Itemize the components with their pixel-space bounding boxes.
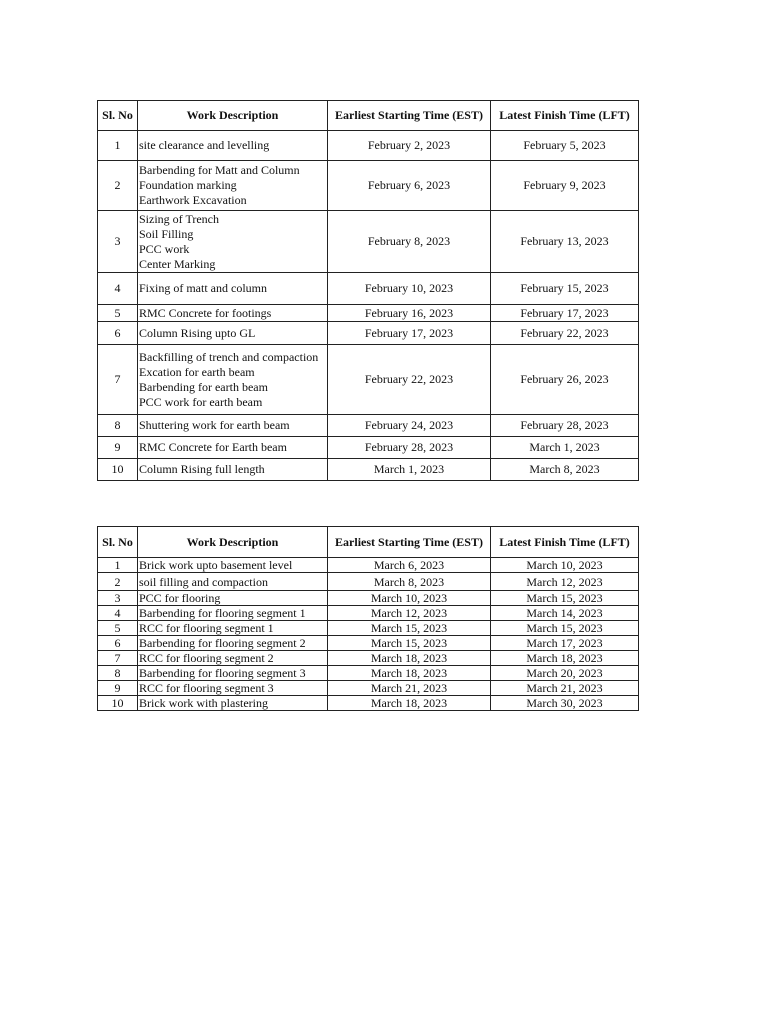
header-work-description: Work Description [138, 527, 328, 558]
work-description-cell: soil filling and compaction [138, 573, 328, 591]
est-cell: February 6, 2023 [328, 161, 491, 211]
table-row [98, 211, 639, 273]
est-cell: March 18, 2023 [328, 666, 491, 681]
lft-cell: March 21, 2023 [491, 681, 639, 696]
sl-no-cell: 2 [98, 161, 138, 211]
table-row [98, 273, 639, 305]
sl-no-cell: 2 [98, 573, 138, 591]
table-row [98, 558, 639, 573]
lft-cell: February 5, 2023 [491, 131, 639, 161]
table-row [98, 621, 639, 636]
header-work-description: Work Description [138, 101, 328, 131]
est-cell: February 10, 2023 [328, 273, 491, 305]
est-cell: March 6, 2023 [328, 558, 491, 573]
work-description-cell: RMC Concrete for footings [138, 305, 328, 322]
work-description-cell: RCC for flooring segment 2 [138, 651, 328, 666]
sl-no-cell: 10 [98, 459, 138, 481]
lft-cell: March 20, 2023 [491, 666, 639, 681]
work-description-cell: Barbending for flooring segment 2 [138, 636, 328, 651]
table-row [98, 131, 639, 161]
sl-no-cell: 9 [98, 437, 138, 459]
lft-cell: March 12, 2023 [491, 573, 639, 591]
work-description-cell: Fixing of matt and column [138, 273, 328, 305]
table-row [98, 651, 639, 666]
est-cell: February 8, 2023 [328, 211, 491, 273]
lft-cell: March 17, 2023 [491, 636, 639, 651]
header-sl-no: Sl. No [98, 527, 138, 558]
work-description-cell: RCC for flooring segment 3 [138, 681, 328, 696]
est-cell: February 2, 2023 [328, 131, 491, 161]
est-cell: March 21, 2023 [328, 681, 491, 696]
lft-cell: February 26, 2023 [491, 345, 639, 415]
lft-cell: February 22, 2023 [491, 322, 639, 345]
lft-cell: February 17, 2023 [491, 305, 639, 322]
sl-no-cell: 3 [98, 211, 138, 273]
work-description-cell: RMC Concrete for Earth beam [138, 437, 328, 459]
sl-no-cell: 7 [98, 345, 138, 415]
est-cell: March 10, 2023 [328, 591, 491, 606]
table-row [98, 606, 639, 621]
work-description-cell: RCC for flooring segment 1 [138, 621, 328, 636]
est-cell: February 22, 2023 [328, 345, 491, 415]
lft-cell: March 15, 2023 [491, 621, 639, 636]
sl-no-cell: 6 [98, 322, 138, 345]
header-est: Earliest Starting Time (EST) [328, 527, 491, 558]
est-cell: February 28, 2023 [328, 437, 491, 459]
lft-cell: February 15, 2023 [491, 273, 639, 305]
table-row [98, 345, 639, 415]
work-description-cell: Barbending for flooring segment 3 [138, 666, 328, 681]
lft-cell: March 30, 2023 [491, 696, 639, 711]
est-cell: February 17, 2023 [328, 322, 491, 345]
sl-no-cell: 4 [98, 273, 138, 305]
header-lft: Latest Finish Time (LFT) [491, 101, 639, 131]
sl-no-cell: 3 [98, 591, 138, 606]
lft-cell: February 13, 2023 [491, 211, 639, 273]
est-cell: March 18, 2023 [328, 696, 491, 711]
est-cell: March 15, 2023 [328, 636, 491, 651]
header-est: Earliest Starting Time (EST) [328, 101, 491, 131]
table-row [98, 437, 639, 459]
est-cell: March 1, 2023 [328, 459, 491, 481]
schedule-table-2 [97, 526, 639, 711]
lft-cell: March 15, 2023 [491, 591, 639, 606]
sl-no-cell: 8 [98, 666, 138, 681]
sl-no-cell: 7 [98, 651, 138, 666]
est-cell: February 24, 2023 [328, 415, 491, 437]
sl-no-cell: 5 [98, 305, 138, 322]
lft-cell: March 14, 2023 [491, 606, 639, 621]
work-description-cell: Shuttering work for earth beam [138, 415, 328, 437]
work-description-cell: Brick work upto basement level [138, 558, 328, 573]
lft-cell: March 8, 2023 [491, 459, 639, 481]
lft-cell: February 9, 2023 [491, 161, 639, 211]
est-cell: March 8, 2023 [328, 573, 491, 591]
work-description-cell: Barbending for Matt and Column Foundation marking Earthwork Excavation [138, 161, 328, 211]
work-description-cell: Barbending for flooring segment 1 [138, 606, 328, 621]
work-description-cell: Backfilling of trench and compaction Excation for earth beam Barbending for earth beam PCC work for earth beam [138, 345, 328, 415]
sl-no-cell: 1 [98, 131, 138, 161]
sl-no-cell: 9 [98, 681, 138, 696]
schedule-table-1 [97, 100, 639, 481]
table-row [98, 415, 639, 437]
work-description-cell: Brick work with plastering [138, 696, 328, 711]
work-description-cell: Column Rising full length [138, 459, 328, 481]
table-row [98, 666, 639, 681]
table-header-row [98, 101, 639, 131]
est-cell: March 12, 2023 [328, 606, 491, 621]
work-description-cell: Sizing of Trench Soil Filling PCC work Center Marking [138, 211, 328, 273]
table-header-row [98, 527, 639, 558]
work-description-cell: site clearance and levelling [138, 131, 328, 161]
est-cell: March 18, 2023 [328, 651, 491, 666]
table-row [98, 573, 639, 591]
lft-cell: March 1, 2023 [491, 437, 639, 459]
table-row [98, 681, 639, 696]
sl-no-cell: 8 [98, 415, 138, 437]
work-description-cell: Column Rising upto GL [138, 322, 328, 345]
table-row [98, 459, 639, 481]
lft-cell: March 10, 2023 [491, 558, 639, 573]
header-sl-no: Sl. No [98, 101, 138, 131]
table-row [98, 696, 639, 711]
sl-no-cell: 5 [98, 621, 138, 636]
est-cell: March 15, 2023 [328, 621, 491, 636]
header-lft: Latest Finish Time (LFT) [491, 527, 639, 558]
table-row [98, 161, 639, 211]
sl-no-cell: 1 [98, 558, 138, 573]
table-row [98, 591, 639, 606]
table-row [98, 636, 639, 651]
table-row [98, 322, 639, 345]
lft-cell: March 18, 2023 [491, 651, 639, 666]
sl-no-cell: 6 [98, 636, 138, 651]
sl-no-cell: 4 [98, 606, 138, 621]
lft-cell: February 28, 2023 [491, 415, 639, 437]
sl-no-cell: 10 [98, 696, 138, 711]
work-description-cell: PCC for flooring [138, 591, 328, 606]
table-row [98, 305, 639, 322]
est-cell: February 16, 2023 [328, 305, 491, 322]
